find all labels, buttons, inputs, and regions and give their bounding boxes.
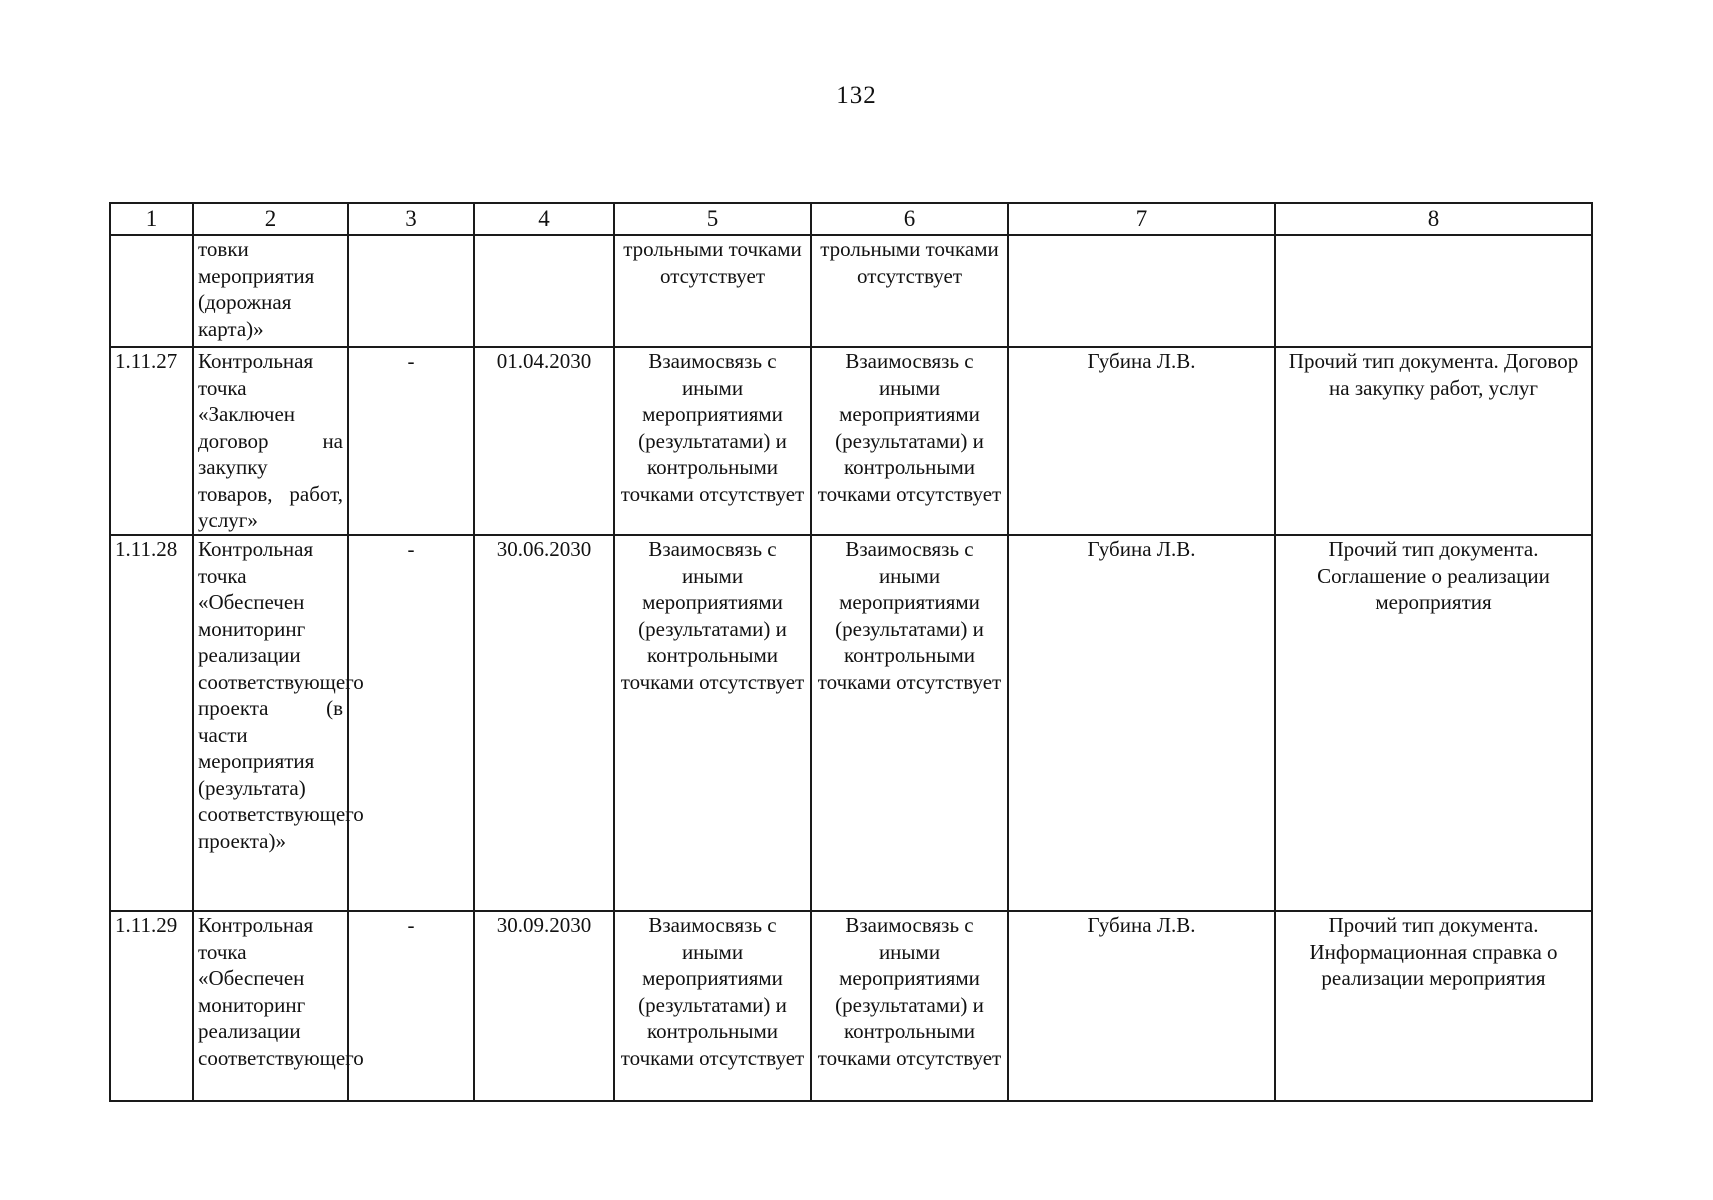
row-document: Прочий тип документа. Соглашение о реализации мероприятия xyxy=(1275,535,1592,911)
row-document: Прочий тип документа. Договор на закупку работ, услуг xyxy=(1275,347,1592,535)
row-responsible xyxy=(1008,235,1275,347)
table-row xyxy=(110,911,1592,1101)
row-name: Контрольная точка «Заключен договор на закупку товаров, работ, услуг» xyxy=(193,347,348,535)
column-header-6: 6 xyxy=(811,203,1008,235)
row-date xyxy=(474,235,614,347)
row-number xyxy=(110,235,193,347)
table-row xyxy=(110,235,1592,347)
row-number: 1.11.28 xyxy=(110,535,193,911)
row-relation-5: трольными точками отсутствует xyxy=(614,235,811,347)
row-responsible: Губина Л.В. xyxy=(1008,911,1275,1101)
row-name: товки мероприятия (дорожная карта)» xyxy=(193,235,348,347)
activity-table xyxy=(109,202,1593,1102)
header-row xyxy=(110,203,1592,235)
row-col3: - xyxy=(348,535,474,911)
row-document: Прочий тип документа. Информационная справка о реализации мероприятия xyxy=(1275,911,1592,1101)
row-col3: - xyxy=(348,347,474,535)
row-responsible: Губина Л.В. xyxy=(1008,535,1275,911)
column-header-3: 3 xyxy=(348,203,474,235)
row-relation-6: Взаимосвязь с иными мероприятиями (результатами) и контрольными точками отсутствует xyxy=(811,535,1008,911)
row-date: 30.06.2030 xyxy=(474,535,614,911)
column-header-2: 2 xyxy=(193,203,348,235)
page-number: 132 xyxy=(836,82,877,109)
row-name: Контрольная точка «Обеспечен мониторинг реализации соответствующего xyxy=(193,911,348,1101)
row-relation-5: Взаимосвязь с иными мероприятиями (результатами) и контрольными точками отсутствует xyxy=(614,911,811,1101)
row-relation-6: Взаимосвязь с иными мероприятиями (результатами) и контрольными точками отсутствует xyxy=(811,347,1008,535)
column-header-4: 4 xyxy=(474,203,614,235)
row-date: 01.04.2030 xyxy=(474,347,614,535)
row-col3 xyxy=(348,235,474,347)
row-relation-6: трольными точками отсутствует xyxy=(811,235,1008,347)
row-number: 1.11.27 xyxy=(110,347,193,535)
table-row xyxy=(110,347,1592,535)
row-responsible: Губина Л.В. xyxy=(1008,347,1275,535)
row-relation-5: Взаимосвязь с иными мероприятиями (результатами) и контрольными точками отсутствует xyxy=(614,535,811,911)
column-header-7: 7 xyxy=(1008,203,1275,235)
row-name: Контрольная точка «Обеспечен мониторинг реализации соответствующего проекта (в части мероприятия (результата) соответствующего проекта)» xyxy=(193,535,348,911)
row-relation-6: Взаимосвязь с иными мероприятиями (результатами) и контрольными точками отсутствует xyxy=(811,911,1008,1101)
row-col3: - xyxy=(348,911,474,1101)
row-relation-5: Взаимосвязь с иными мероприятиями (результатами) и контрольными точками отсутствует xyxy=(614,347,811,535)
table-row xyxy=(110,535,1592,911)
row-document xyxy=(1275,235,1592,347)
row-number: 1.11.29 xyxy=(110,911,193,1101)
column-header-8: 8 xyxy=(1275,203,1592,235)
row-date: 30.09.2030 xyxy=(474,911,614,1101)
column-header-5: 5 xyxy=(614,203,811,235)
column-header-1: 1 xyxy=(110,203,193,235)
